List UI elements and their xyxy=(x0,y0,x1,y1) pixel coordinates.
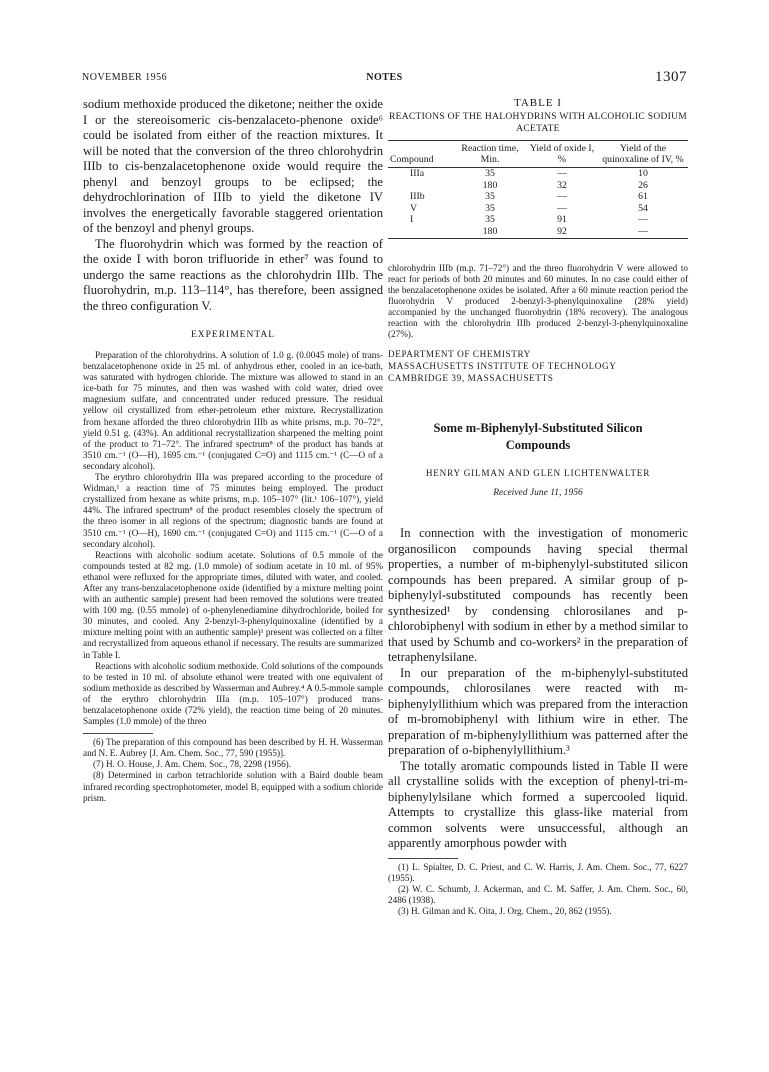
experimental-paragraph: Reactions with alcoholic sodium methoxide. Cold solutions of the compounds to be tested in 10 ml. of absolute ethanol were treated with one equivalent of sodium methoxide as described by Wasserman and Aubrey.⁴ A 0.5-mmole sample of the erythro chlorohydrin IIIa (m.p. 105–107°) produced trans-benzalacetophenone oxide (72% yield), the reaction time being of 20 minutes. Samples (1.0 mmole) of the threo xyxy=(83,660,383,727)
cell-oxide: — xyxy=(557,191,567,203)
section-heading: EXPERIMENTAL xyxy=(190,330,276,340)
cell-time: 180 xyxy=(482,179,498,191)
article-title-line: Compounds xyxy=(505,438,571,453)
article-authors: HENRY GILMAN AND GLEN LICHTENWALTER xyxy=(425,468,651,479)
table-caption-line: ACETATE xyxy=(516,124,560,134)
cell-compound: IIIa xyxy=(410,168,425,179)
cell-compound: V xyxy=(410,202,418,214)
results-table xyxy=(388,140,688,239)
footnotes xyxy=(83,737,383,804)
table-header-row xyxy=(388,141,688,168)
cell-compound: IIIb xyxy=(410,191,425,203)
table-title: TABLE I xyxy=(514,97,562,109)
column-header: Yield of oxide I, % xyxy=(529,143,595,165)
cell-quinoxaline: 10 xyxy=(638,168,648,179)
article-title xyxy=(388,420,688,454)
cell-time: 35 xyxy=(485,191,495,203)
article-title-line: Some m-Biphenylyl-Substituted Silicon xyxy=(433,421,643,436)
experimental-paragraph: Reactions with alcoholic sodium acetate. Solutions of 0.5 mmole of the compounds tested at 82 mg. (1.0 mmole) of sodium acetate in 10 ml. of 95% ethanol were refluxed for the appropriate times, diluted with water, and cooled. After any trans-benzalacetophenone oxide (identified by a mixture melting point with an authentic sample) present had been removed the solutions were treated with 100 mg. (0.55 mmole) of o-phenylenediamine dihydrochloride, boiled for 30 minutes, and cooled. Any 2-benzyl-3-phenylquinoxaline (identified by a mixture melting point with an authentic sample)¹ present was collected on a filter and recrystallized from aqueous ethanol if necessary. The results are summarized in Table I. xyxy=(83,549,383,660)
cell-quinoxaline: — xyxy=(638,214,648,226)
table-row xyxy=(388,226,688,238)
cell-compound xyxy=(388,226,454,238)
right-column xyxy=(388,97,688,917)
table-row xyxy=(388,191,688,203)
footnote-rule xyxy=(83,733,153,734)
cell-oxide: 91 xyxy=(557,214,567,226)
cell-quinoxaline: 54 xyxy=(638,202,648,214)
left-column xyxy=(83,97,383,804)
cell-time: 180 xyxy=(482,225,498,237)
cell-oxide: — xyxy=(557,168,567,179)
table-row xyxy=(388,168,688,180)
footnote: (6) The preparation of this compound has been described by H. H. Wasserman and N. E. Aubrey [J. Am. Chem. Soc., 77, 590 (1955)]. xyxy=(83,737,383,759)
table-row xyxy=(388,203,688,215)
cell-compound xyxy=(388,180,454,192)
footnote: (2) W. C. Schumb, J. Ackerman, and C. M. Saffer, J. Am. Chem. Soc., 60, 2486 (1938). xyxy=(388,883,688,905)
column-header: Reaction time, Min. xyxy=(461,143,519,165)
page-header xyxy=(82,69,687,88)
running-date: NOVEMBER 1956 xyxy=(82,72,168,83)
cell-quinoxaline: 61 xyxy=(638,191,648,203)
cell-compound: I xyxy=(410,214,414,226)
footnote: (1) L. Spialter, D. C. Priest, and C. W. Harris, J. Am. Chem. Soc., 77, 6227 (1955). xyxy=(388,861,688,883)
footnote: (8) Determined in carbon tetrachloride solution with a Baird double beam infrared recording spectrophotometer, model B, equipped with a sodium chloride prism. xyxy=(83,770,383,803)
column-header: Compound xyxy=(390,154,434,165)
cell-oxide: — xyxy=(557,202,567,214)
running-section: NOTES xyxy=(366,72,403,83)
received-date: Received June 11, 1956 xyxy=(493,488,583,499)
table-row xyxy=(388,214,688,226)
footnote: (3) H. Gilman and K. Oita, J. Org. Chem., 20, 862 (1955). xyxy=(398,906,612,917)
table-caption xyxy=(388,111,688,135)
table-row xyxy=(388,180,688,192)
cell-oxide: 32 xyxy=(557,179,567,191)
footnote: (7) H. O. House, J. Am. Chem. Soc., 78, 2298 (1956). xyxy=(93,759,292,770)
cell-time: 35 xyxy=(485,214,495,226)
table-caption-line: REACTIONS OF THE HALOHYDRINS WITH ALCOHOLIC SODIUM xyxy=(388,112,688,122)
cell-oxide: 92 xyxy=(557,225,567,237)
footnote-rule xyxy=(388,858,458,859)
affiliation-line: MASSACHUSETTS INSTITUTE OF TECHNOLOGY xyxy=(388,361,617,372)
body-paragraph: sodium methoxide produced the diketone; neither the oxide I or the stereoisomeric cis-benzalaceto-phenone oxide⁶ could be isolated from either of the reaction mixtures. It will be noted that the conversion of the threo chlorohydrin IIIb to cis-benzalacetophenone oxide would require the phenyl and benzoyl groups to be eclipsed; the dehydrochlorination of IIIb to yield the diketone IV involves the energetically favorable staggered orientation of the benzoyl and phenyl groups. xyxy=(83,97,383,235)
continuation-paragraph: chlorohydrin IIIb (m.p. 71–72°) and the threo fluorohydrin V were allowed to react for periods of both 20 minutes and 60 minutes. In no case could either of the benzalacetophenone oxides be isolated. After a 60 minute reaction period the fluorohydrin V produced 2-benzyl-3-phenylquinoxaline (28% yield) accompanied by the unchanged fluorohydrin (18% recovery). The analogous reaction with the chlorohydrin IIIb produced 2-benzyl-3-phenylquinoxaline (27%). xyxy=(388,262,688,340)
cell-time: 35 xyxy=(485,202,495,214)
footnotes xyxy=(388,862,688,917)
cell-time: 35 xyxy=(485,168,495,179)
page-number: 1307 xyxy=(655,69,687,85)
cell-quinoxaline: 26 xyxy=(638,179,648,191)
affiliation xyxy=(388,348,688,384)
experimental-paragraph: The erythro chlorohydrin IIIa was prepared according to the procedure of Widman,¹ a reaction time of 75 minutes being employed. The product crystallized from hexane as white prisms, m.p. 105–107° (lit.¹ 106–107°), yield 44%. The infrared spectrum⁸ of the product resembles closely the spectrum of the threo isomer in all regions of the spectrum; diagnostic bands are found at 3510 cm.⁻¹ (O—H), 1690 cm.⁻¹ (conjugated C=O) and 1115 cm.⁻¹ (C—O of a secondary alcohol). xyxy=(83,472,383,549)
column-header: Yield of the quinoxaline of IV, % xyxy=(602,143,684,165)
body-paragraph: The totally aromatic compounds listed in Table II were all crystalline solids with the exception of phenyl-tri-m-biphenylylsilane which formed a supercooled liquid. Attempts to crystallize this glass-like material from common solvents were unsuccessful, although an apparently amorphous powder with xyxy=(388,758,688,851)
affiliation-line: DEPARTMENT OF CHEMISTRY xyxy=(388,349,531,360)
body-paragraph: In our preparation of the m-biphenylyl-substituted compounds, chlorosilanes were reacted with m-biphenylyllithium which was prepared from the interaction of m-bromobiphenyl with lithium wire in ether. The preparation of m-biphenylyllithium was patterned after the preparation of o-biphenylyllithium.³ xyxy=(388,665,688,758)
cell-quinoxaline: — xyxy=(638,225,648,237)
body-paragraph: The fluorohydrin which was formed by the reaction of the oxide I with boron trifluoride in ether⁷ was found to undergo the same reactions as the chlorohydrin IIIb. The fluorohydrin, m.p. 113–114°, has therefore, been assigned the threo configuration V. xyxy=(83,236,383,313)
experimental-paragraph: Preparation of the chlorohydrins. A solution of 1.0 g. (0.0045 mole) of trans-benzalacetophenone oxide in 25 ml. of anhydrous ether, cooled in an ice-bath, was saturated with hydrogen chloride. The mixture was allowed to stand in an ice-bath for 75 minutes, and then was washed with cold water, dried over magnesium sulfate, and concentrated under reduced pressure. The residual yellow oil crystallized from ether-petroleum ether mixture. Recrystallization from hexane afforded the threo chlorohydrin IIIb as white prisms, m.p. 70–72°, yield 0.51 g. (43%). An additional recrystallization sharpened the melting point of the product to 71–72°. The infrared spectrum⁸ of the product has bands at 3510 cm.⁻¹ (O—H), 1695 cm.⁻¹ (conjugated C=O) and 1115 cm.⁻¹ (C—O of a secondary alcohol). xyxy=(83,350,383,471)
body-paragraph: In connection with the investigation of monomeric organosilicon compounds having special thermal properties, a number of m-biphenylyl-substituted silicon compounds has been prepared. A similar group of p-biphenylyl-substituted compounds has recently been synthesized¹ by condensing chlorosilanes and p-chlorobiphenyl with sodium in ether by a method similar to that used by Schumb and co-workers² in the preparation of tetraphenylsilane. xyxy=(388,526,688,665)
affiliation-line: CAMBRIDGE 39, MASSACHUSETTS xyxy=(388,373,554,384)
